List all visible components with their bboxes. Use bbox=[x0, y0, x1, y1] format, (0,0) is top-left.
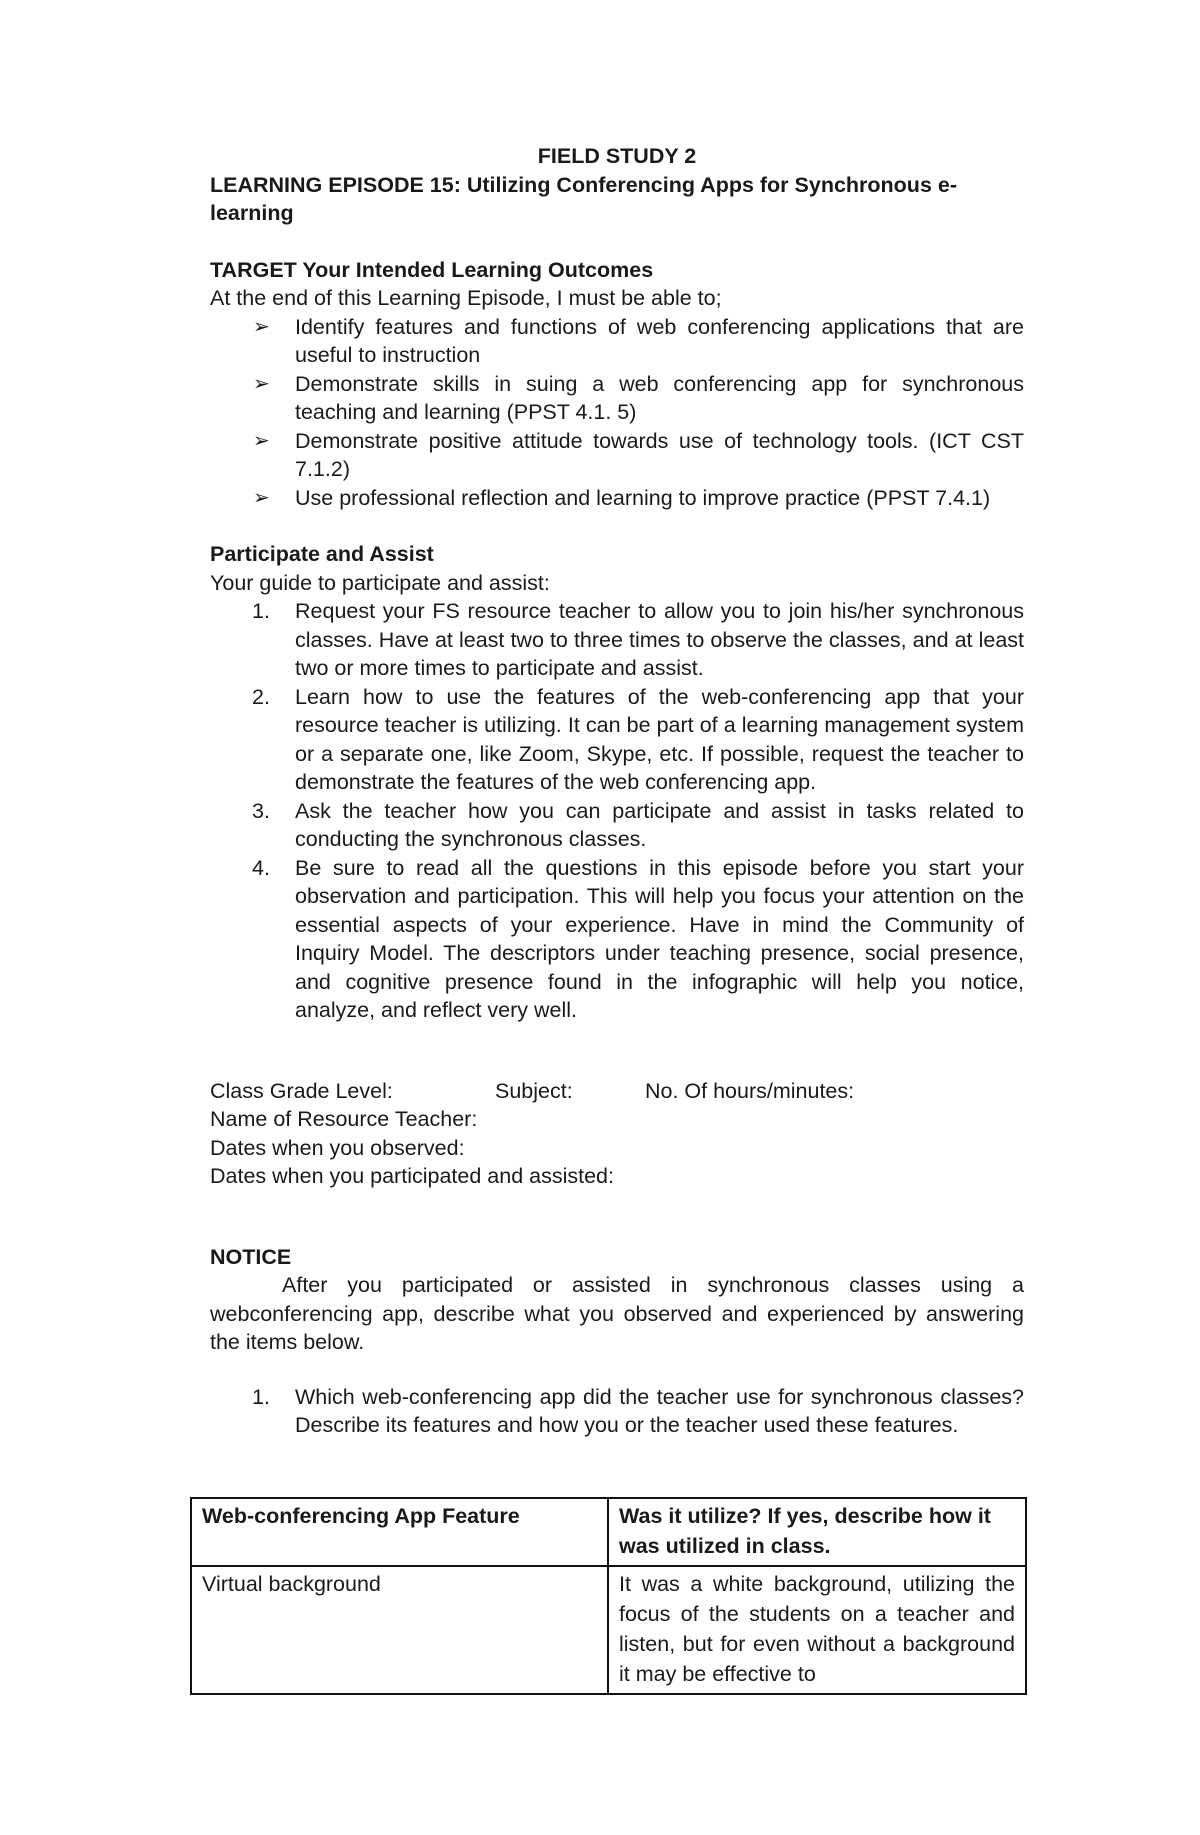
question-list bbox=[210, 1383, 1024, 1440]
outcome-item: ➢ Demonstrate positive attitude towards use of technology tools. (ICT CST 7.1.2) bbox=[253, 428, 1024, 481]
utilization-column-header: Was it utilize? If yes, describe how it was utilized in class. bbox=[608, 1498, 1026, 1566]
notice-heading: NOTICE bbox=[210, 1244, 292, 1269]
participate-heading: Participate and Assist bbox=[210, 542, 434, 566]
hours-label: No. Of hours/minutes: bbox=[645, 1078, 855, 1103]
participated-dates-label: Dates when you participated and assisted: bbox=[210, 1164, 614, 1188]
notice-paragraph: After you participated or assisted in synchronous classes using a webconferencing app, describe what you observed and experienced by answering the items below. bbox=[210, 1273, 1024, 1354]
step-item: 1. Request your FS resource teacher to allow you to join his/her synchronous classes. Have at least two to three times to observe the classes, and at least two or more times to participate and assist. bbox=[252, 599, 1024, 680]
page-title: FIELD STUDY 2 bbox=[537, 144, 697, 168]
outcomes-list bbox=[210, 313, 1024, 513]
participate-intro: Your guide to participate and assist: bbox=[210, 570, 550, 595]
step-item: 3. Ask the teacher how you can participate and assist in tasks related to conducting the synchronous classes. bbox=[252, 798, 1024, 851]
table-row bbox=[191, 1566, 1026, 1694]
description-cell: It was a white background, utilizing the focus of the students on a teacher and listen, but for even without a background it may be effective to bbox=[608, 1566, 1026, 1694]
features-table bbox=[190, 1497, 1027, 1695]
subject-label: Subject: bbox=[495, 1078, 573, 1103]
arrow-bullet-icon: ➢ bbox=[253, 372, 270, 395]
feature-column-header: Web-conferencing App Feature bbox=[191, 1498, 608, 1566]
grade-level-label: Class Grade Level: bbox=[210, 1078, 393, 1103]
target-intro: At the end of this Learning Episode, I must be able to; bbox=[210, 286, 722, 310]
document-body bbox=[210, 142, 1024, 1440]
arrow-bullet-icon: ➢ bbox=[253, 315, 270, 338]
table-header-row bbox=[191, 1498, 1026, 1566]
teacher-label: Name of Resource Teacher: bbox=[210, 1107, 478, 1131]
arrow-bullet-icon: ➢ bbox=[253, 429, 270, 452]
observed-dates-label: Dates when you observed: bbox=[210, 1135, 465, 1160]
arrow-bullet-icon: ➢ bbox=[253, 486, 270, 509]
feature-cell: Virtual background bbox=[191, 1566, 608, 1694]
outcome-item: ➢ Use professional reflection and learning to improve practice (PPST 7.4.1) bbox=[210, 484, 1024, 513]
step-item: 4. Be sure to read all the questions in this episode before you start your observation and participation. This will help you focus your attention on the essential aspects of your experience. Have in mind the Community of Inquiry Model. The descriptors under teaching presence, social presence, and cognitive presence found in the infographic will help you notice, analyze, and reflect very well. bbox=[252, 855, 1024, 1022]
class-info-row bbox=[210, 1077, 1024, 1106]
episode-title: LEARNING EPISODE 15: Utilizing Conferencing Apps for Synchronous e-learning bbox=[210, 172, 957, 225]
question-item: 1. Which web-conferencing app did the teacher use for synchronous classes? Describe its features and how you or the teacher used these features. bbox=[252, 1384, 1024, 1437]
outcome-item: ➢ Demonstrate skills in suing a web conferencing app for synchronous teaching and learning (PPST 4.1. 5) bbox=[253, 371, 1024, 424]
step-item: 2. Learn how to use the features of the web-conferencing app that your resource teacher is utilizing. It can be part of a learning management system or a separate one, like Zoom, Skype, etc. If possible, request the teacher to demonstrate the features of the web conferencing app. bbox=[252, 684, 1024, 794]
outcome-item: ➢ Identify features and functions of web conferencing applications that are useful to instruction bbox=[253, 314, 1024, 367]
target-heading: TARGET Your Intended Learning Outcomes bbox=[210, 257, 654, 282]
steps-list bbox=[210, 597, 1024, 1025]
